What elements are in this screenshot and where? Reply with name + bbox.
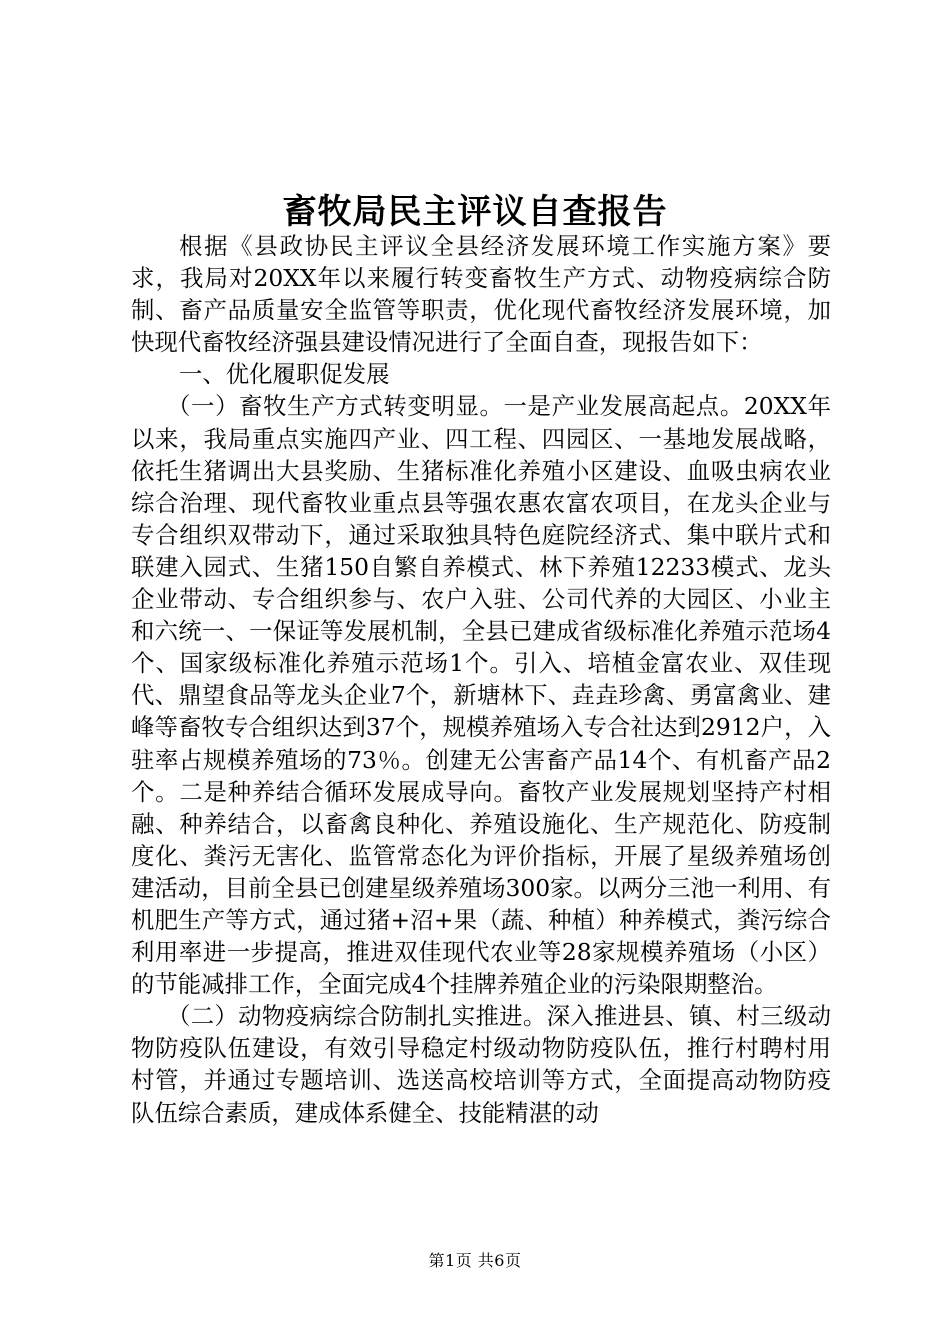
- page-number-footer: 第1页 共6页: [428, 1251, 522, 1270]
- intro-paragraph: 根据《县政协民主评议全县经济发展环境工作实施方案》要求，我局对20XX年以来履行转变畜牧生产方式、动物疫病综合防制、畜产品质量安全监管等职责，优化现代畜牧经济发展环境，加快现代畜牧经济强县建设情况进行了全面自查，现报告如下：: [131, 232, 831, 357]
- subsection-2-paragraph: （二）动物疫病综合防制扎实推进。深入推进县、镇、村三级动物防疫队伍建设，有效引导稳定村级动物防疫队伍，推行村聘村用村管，并通过专题培训、选送高校培训等方式，全面提高动物防疫队伍综合素质，建成体系健全、技能精湛的动: [131, 1002, 831, 1127]
- section-heading: 一、优化履职促发展: [179, 360, 390, 389]
- document-body: [131, 230, 831, 1129]
- document-title: 畜牧局民主评议自查报告: [282, 192, 668, 232]
- subsection-1-paragraph: （一）畜牧生产方式转变明显。一是产业发展高起点。20XX年以来，我局重点实施四产业、四工程、四园区、一基地发展战略，依托生猪调出大县奖励、生猪标准化养殖小区建设、血吸虫病农业综合治理、现代畜牧业重点县等强农惠农富农项目，在龙头企业与专合组织双带动下，通过采取独具特色庭院经济式、集中联片式和联建入园式、生猪150自繁自养模式、林下养殖12233模式、龙头企业带动、专合组织参与、农户入驻、公司代养的大园区、小业主和六统一、一保证等发展机制，全县已建成省级标准化养殖示范场4个、国家级标准化养殖示范场1个。引入、培植金富农业、双佳现代、鼎望食品等龙头企业7个，新塘林下、垚垚珍禽、勇富禽业、建峰等畜牧专合组织达到37个，规模养殖场入专合社达到2912户，入驻率占规模养殖场的73％。创建无公害畜产品14个、有机畜产品2个。二是种养结合循环发展成导向。畜牧产业发展规划坚持产村相融、种养结合，以畜禽良种化、养殖设施化、生产规范化、防疫制度化、粪污无害化、监管常态化为评价指标，开展了星级养殖场创建活动，目前全县已创建星级养殖场300家。以两分三池一利用、有机肥生产等方式，通过猪+沼+果（蔬、种植）种养模式，粪污综合利用率进一步提高，推进双佳现代农业等28家规模养殖场（小区）的节能减排工作，全面完成4个挂牌养殖企业的污染限期整治。: [131, 392, 831, 999]
